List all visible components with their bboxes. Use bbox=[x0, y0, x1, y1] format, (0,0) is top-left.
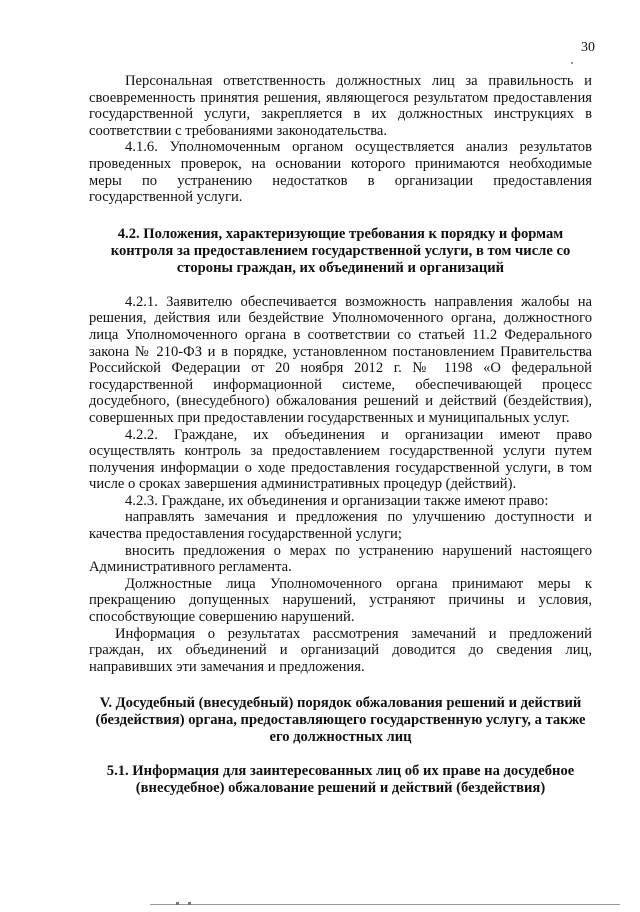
paragraph: Должностные лица Уполномоченного органа принимают меры к прекращению допущенных нарушений, устраняют причины и условия, способствующие совершению нарушений. bbox=[89, 575, 592, 626]
spacer bbox=[89, 746, 592, 763]
section-heading: 4.2. Положения, характеризующие требования к порядку и формам контроля за предоставлением государственной услуги, в том числе со стороны граждан, их объединений и организаций bbox=[110, 225, 571, 276]
paragraph: 4.2.2. Граждане, их объединения и организации имеют право осуществлять контроль за предоставлением государственной услуги путем получения информации о ходе предоставления государственной услуги, в том числе о сроках завершения административных процедур (действий). bbox=[89, 426, 592, 493]
spacer bbox=[89, 277, 592, 294]
bottom-edge-rule bbox=[150, 904, 620, 905]
scan-dot bbox=[188, 902, 191, 905]
paragraph: 4.1.6. Уполномоченным органом осуществляется анализ результатов проведенных проверок, на основании которого принимаются необходимые меры по устранению недостатков в организации предоставления государственной услуги. bbox=[89, 139, 592, 206]
section-heading: V. Досудебный (внесудебный) порядок обжалования решений и действий (бездействия) органа, предоставляющего государственную услугу, а также его должностных лиц bbox=[95, 695, 586, 746]
paragraph: Персональная ответственность должностных лиц за правильность и своевременность принятия решения, являющегося результатом предоставления государственной услуги, закрепляется в их должностных инструкциях в соответствии с требованиями законодательства. bbox=[89, 73, 592, 139]
section-heading: 5.1. Информация для заинтересованных лиц об их праве на досудебное (внесудебное) обжалование решений и действий (бездействия) bbox=[106, 763, 575, 797]
paragraph: 4.2.3. Граждане, их объединения и организации также имеют право: bbox=[125, 492, 549, 509]
paragraph: вносить предложения о мерах по устранению нарушений настоящего Административного регламента. bbox=[89, 542, 592, 576]
paragraph: Информация о результатах рассмотрения замечаний и предложений граждан, их объединений и организаций доводится до сведения лиц, направивших эти замечания и предложения. bbox=[89, 625, 592, 675]
paragraph: направлять замечания и предложения по улучшению доступности и качества предоставления государственной услуги; bbox=[89, 509, 592, 543]
scan-speck bbox=[571, 62, 573, 64]
document-body bbox=[89, 73, 592, 797]
spacer bbox=[89, 675, 592, 695]
spacer bbox=[89, 206, 592, 226]
scan-dot bbox=[176, 902, 179, 905]
paragraph: 4.2.1. Заявителю обеспечивается возможность направления жалобы на решения, действия или бездействие Уполномоченного органа, должностного лица Уполномоченного органа в соответствии со статьей 11.2 Федерального закона № 210-ФЗ и в порядке, установленном постановлением Правительства Российской Федерации от 20 ноября 2012 г. № 1198 «О федеральной государственной информационной системе, обеспечивающей процесс досудебного, (внесудебного) обжалования решений и действий (бездействия), совершенных при предоставлении государственных и муниципальных услуг. bbox=[89, 293, 592, 426]
page-number: 30 bbox=[581, 40, 595, 55]
